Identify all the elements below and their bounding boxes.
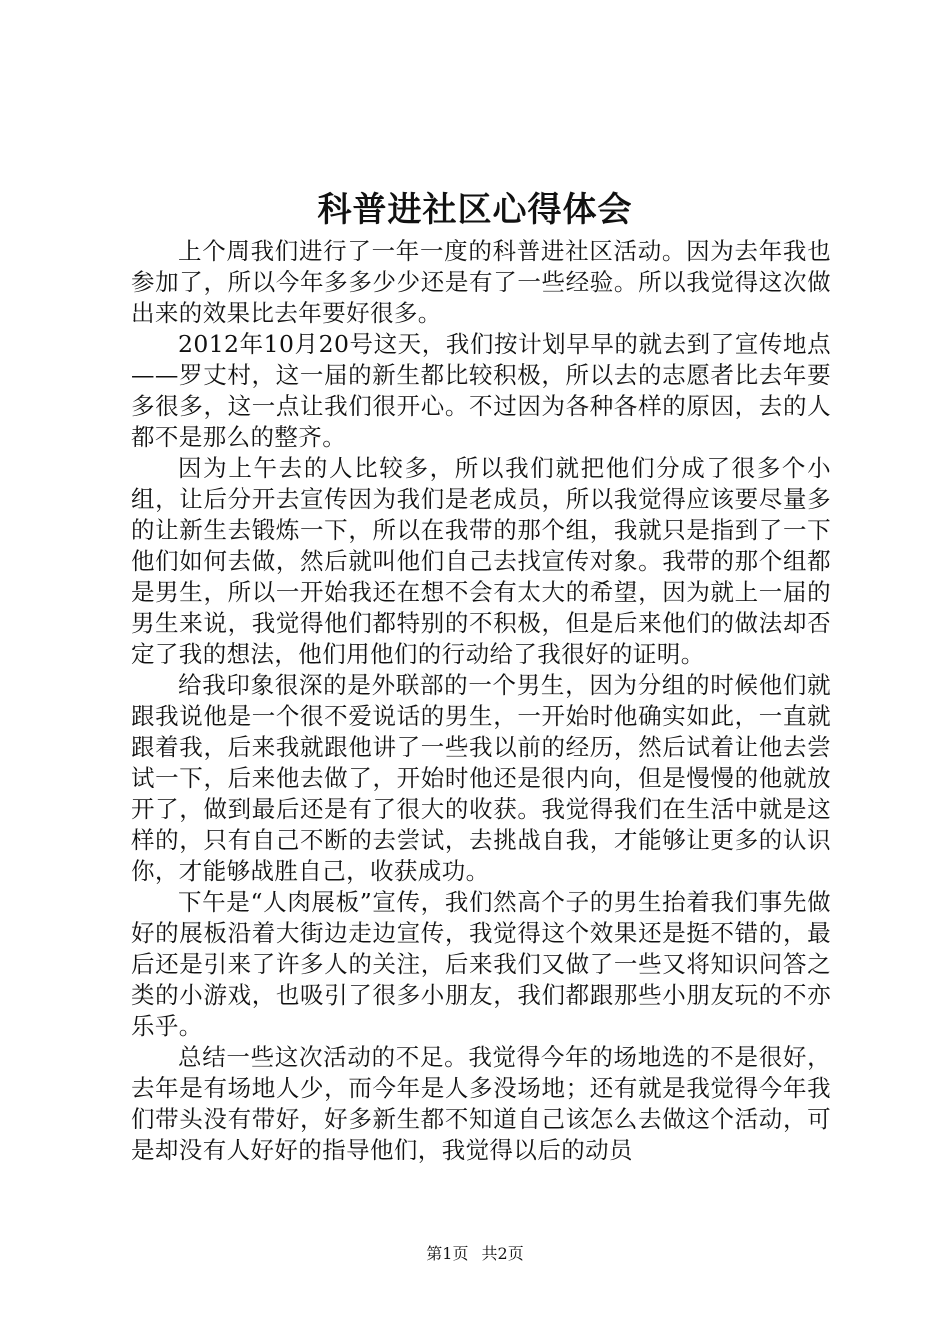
paragraph: 因为上午去的人比较多，所以我们就把他们分成了很多个小组，让后分开去宣传因为我们是老成员，所以我觉得应该要尽量多的让新生去锻炼一下，所以在我带的那个组，我就只是指到了一下他们如何去做，然后就叫他们自己去找宣传对象。我带的那个组都是男生，所以一开始我还在想不会有太大的希望，因为就上一届的男生来说，我觉得他们都特别的不积极，但是后来他们的做法却否定了我的想法，他们用他们的行动给了我很好的证明。 (131, 454, 831, 668)
paragraph: 下午是“人肉展板”宣传，我们然高个子的男生抬着我们事先做好的展板沿着大街边走边宣传，我觉得这个效果还是挺不错的，最后还是引来了许多人的关注，后来我们又做了一些又将知识问答之类的小游戏，也吸引了很多小朋友，我们都跟那些小朋友玩的不亦乐乎。 (131, 888, 831, 1040)
page-number: 第1页 (426, 1244, 469, 1263)
paragraph: 上个周我们进行了一年一度的科普进社区活动。因为去年我也参加了，所以今年多多少少还是有了一些经验。所以我觉得这次做出来的效果比去年要好很多。 (131, 237, 831, 327)
document-body (131, 236, 831, 1166)
page-footer (0, 1243, 950, 1265)
paragraph: 2012年10月20号这天，我们按计划早早的就去到了宣传地点——罗丈村，这一届的新生都比较积极，所以去的志愿者比去年要多很多，这一点让我们很开心。不过因为各种各样的原因，去的人都不是那么的整齐。 (131, 330, 831, 451)
page-total: 共2页 (481, 1244, 524, 1263)
paragraph: 总结一些这次活动的不足。我觉得今年的场地选的不是很好，去年是有场地人少，而今年是人多没场地；还有就是我觉得今年我们带头没有带好，好多新生都不知道自己该怎么去做这个活动，可是却没有人好好的指导他们，我觉得以后的动员 (131, 1043, 831, 1164)
paragraph: 给我印象很深的是外联部的一个男生，因为分组的时候他们就跟我说他是一个很不爱说话的男生，一开始时他确实如此，一直就跟着我，后来我就跟他讲了一些我以前的经历，然后试着让他去尝试一下，后来他去做了，开始时他还是很内向，但是慢慢的他就放开了，做到最后还是有了很大的收获。我觉得我们在生活中就是这样的，只有自己不断的去尝试，去挑战自我，才能够让更多的认识你，才能够战胜自己，收获成功。 (131, 671, 831, 885)
document-title: 科普进社区心得体会 (317, 190, 633, 230)
